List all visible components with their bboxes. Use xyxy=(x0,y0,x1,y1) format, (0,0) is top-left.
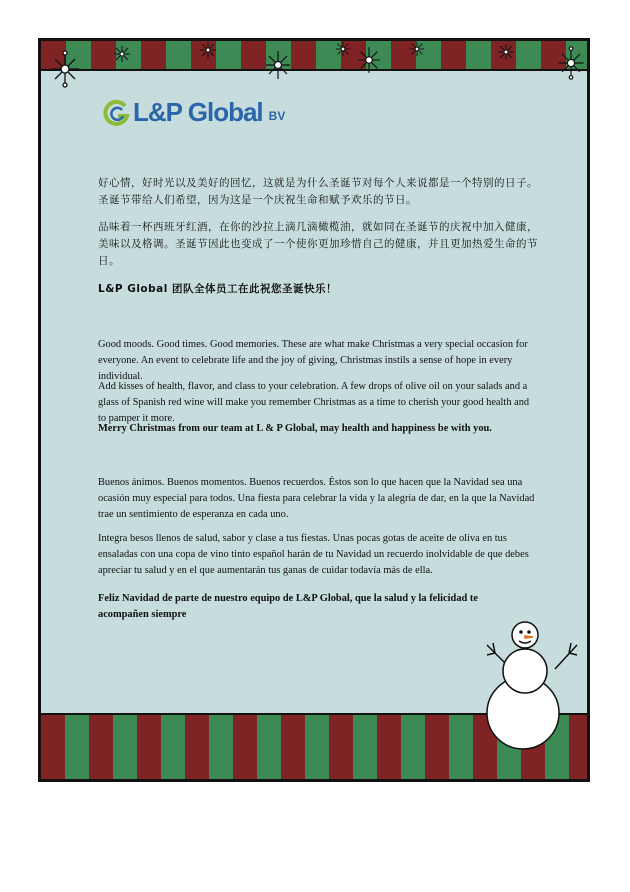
chinese-paragraph-1: 好心情，好时光以及美好的回忆，这就是为什么圣诞节对每个人来说都是一个特别的日子。圣诞节带给人们希望，因为这是一个庆祝生命和赋予欢乐的节日。 xyxy=(98,177,538,206)
snowflake-icon xyxy=(113,45,131,63)
snowman-icon xyxy=(481,619,591,755)
english-paragraph-2: Add kisses of health, flavor, and class to your celebration. A few drops of olive oil on your salads and a glass of Spanish red wine will make you remember Christmas as a time to cherish your good health and to pamper it more. xyxy=(98,381,530,424)
snowflake-icon xyxy=(357,45,381,75)
snowflake-icon xyxy=(49,49,81,89)
snowflake-icon xyxy=(497,43,515,61)
logo-brand-text: L&P Global xyxy=(133,97,263,127)
snowflake-icon xyxy=(265,49,291,81)
snowflake-icon xyxy=(335,41,351,57)
logo-mark-icon xyxy=(103,98,133,128)
greeting-card xyxy=(38,38,590,782)
english-paragraph-1: Good moods. Good times. Good memories. These are what make Christmas a very special occasion for everyone. An event to celebrate life and the joy of giving, Christmas instils a sense of hope in every individual. xyxy=(98,339,528,382)
company-logo xyxy=(103,97,285,128)
spanish-paragraph-1: Buenos ánimos. Buenos momentos. Buenos recuerdos. Éstos son lo que hacen que la Navidad sea una ocasión muy especial para todos. Una fiesta para celebrar la vida y la alegría de dar, en la que la Navidad trae un sentimiento de esperanza en cada uno. xyxy=(98,477,535,520)
chinese-paragraph-2: 品味着一杯西班牙红酒，在你的沙拉上滴几滴橄榄油，就如同在圣诞节的庆祝中加入健康，美味以及格调。圣诞节因此也变成了一个使你更加珍惜自己的健康，并且更加热爱生命的节日。 xyxy=(98,221,538,267)
spanish-paragraph-2: Integra besos llenos de salud, sabor y clase a tus fiestas. Unas pocas gotas de aceite de oliva en tus ensaladas con una copa de vino tinto español harán de tu Navidad un recuerdo inolvidable de que debes apreciar tu salud y en el que aumentarán tus ganas de cuidar todavía más de ella. xyxy=(98,533,529,576)
english-greeting: Merry Christmas from our team at L & P Global, may health and happiness be with you. xyxy=(98,423,492,434)
logo-suffix-text: BV xyxy=(268,108,286,123)
snowflake-icon xyxy=(555,45,587,81)
snowflake-icon xyxy=(199,41,217,59)
snowflake-icon xyxy=(409,41,425,57)
spanish-greeting: Feliz Navidad de parte de nuestro equipo de L&P Global, que la salud y la felicidad te acompañen siempre xyxy=(98,593,478,620)
chinese-greeting: L&P Global 团队全体员工在此祝您圣诞快乐！ xyxy=(98,283,337,295)
